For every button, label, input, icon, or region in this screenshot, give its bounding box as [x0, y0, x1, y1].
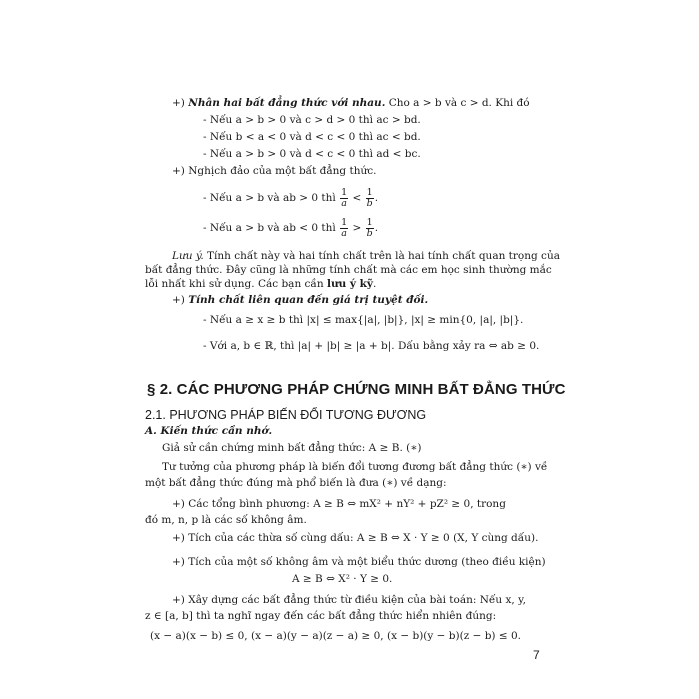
text-line: một bất đẳng thức đúng mà phổ biến là đưa (∗) về dạng:	[145, 477, 447, 489]
text-line: +) Nhân hai bất đẳng thức với nhau. Cho a > b và c > d. Khi đó	[172, 97, 530, 109]
inequality-line: - Nếu a > b và ab > 0 thì $\frac{1}{a}$ < $\frac{1}{b}$ .	[203, 186, 379, 209]
fraction: $\frac{1}{b}$	[366, 186, 373, 209]
text-line: z ∈ [a, b] thì ta nghĩ ngay đến các bất đẳng thức hiển nhiên đúng:	[145, 610, 497, 622]
text-line: - Nếu a ≥ x ≥ b thì |x| ≤ max{|a|, |b|}, |x| ≥ min{0, |a|, |b|}.	[203, 314, 524, 326]
text-line: +) Xây dựng các bất đẳng thức từ điều kiện của bài toán: Nếu x, y,	[172, 594, 526, 606]
text-line: A ≥ B ⇔ X² · Y ≥ 0.	[292, 573, 393, 585]
text-line: (x − a)(x − b) ≤ 0, (x − a)(y − a)(z − a) ≥ 0, (x − b)(y − b)(z − b) ≤ 0.	[150, 630, 522, 642]
text-line: +) Tích của các thừa số cùng dấu: A ≥ B ⇔ X · Y ≥ 0 (X, Y cùng dấu).	[172, 532, 539, 544]
text-line: - Nếu a > b > 0 và c > d > 0 thì ac > bd.	[203, 114, 421, 126]
subsection-heading: 2.1. PHƯƠNG PHÁP BIẾN ĐỔI TƯƠNG ĐƯƠNG	[145, 408, 427, 422]
text-line: +) Tích của một số không âm và một biểu thức dương (theo điều kiện)	[172, 556, 546, 568]
text-line: - Nếu a > b > 0 và d < c < 0 thì ad < bc.	[203, 148, 421, 160]
text-line: Giả sử cần chứng minh bất đẳng thức: A ≥ B. (∗)	[162, 442, 422, 454]
text-line: lỗi nhất khi sử dụng. Các bạn cần lưu ý kỹ.	[145, 278, 377, 290]
inequality-line: - Nếu a > b và ab < 0 thì $\frac{1}{a}$ > $\frac{1}{b}$ .	[203, 216, 379, 239]
text-line: bất đẳng thức. Đây cũng là những tính chất mà các em học sinh thường mắc	[145, 264, 552, 276]
text-line: A. Kiến thức cần nhớ.	[145, 425, 273, 437]
text-line: Tư tưởng của phương pháp là biến đổi tương đương bất đẳng thức (∗) về	[162, 461, 548, 473]
fraction: $\frac{1}{a}$	[341, 186, 348, 209]
text-line: - Nếu b < a < 0 và d < c < 0 thì ac < bd.	[203, 131, 421, 143]
text-line: - Với a, b ∈ ℝ, thì |a| + |b| ≥ |a + b|. Dấu bằng xảy ra ⇔ ab ≥ 0.	[203, 340, 540, 352]
page-number: 7	[533, 648, 540, 662]
text-line: đó m, n, p là các số không âm.	[145, 514, 307, 526]
section-heading: § 2. CÁC PHƯƠNG PHÁP CHỨNG MINH BẤT ĐẲNG THỨC	[147, 381, 566, 398]
text-line: +) Các tổng bình phương: A ≥ B ⇔ mX² + nY² + pZ² ≥ 0, trong	[172, 498, 506, 510]
text-line: +) Nghịch đảo của một bất đẳng thức.	[172, 165, 377, 177]
fraction: $\frac{1}{a}$	[341, 216, 348, 239]
text-line: +) Tính chất liên quan đến giá trị tuyệt đối.	[172, 294, 429, 306]
fraction: $\frac{1}{b}$	[366, 216, 373, 239]
text-line: Lưu ý. Tính chất này và hai tính chất trên là hai tính chất quan trọng của	[172, 250, 560, 262]
